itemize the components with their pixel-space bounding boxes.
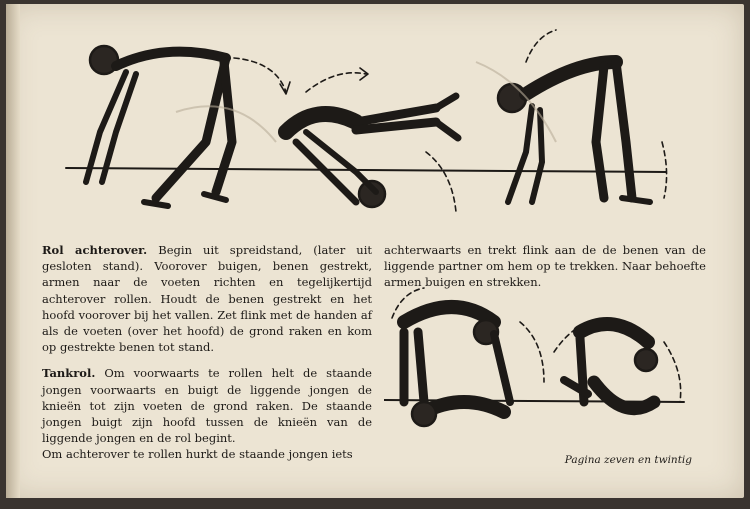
heading-rol-achterover: Rol achterover. [42, 243, 148, 257]
paragraph-tankrol [42, 365, 372, 446]
figure-standing-up [498, 62, 650, 202]
ground-line [66, 168, 666, 172]
page-gutter [6, 4, 20, 498]
body-rol-achterover: Begin uit spreidstand, (later uit gesloten stand). Voorover buigen, benen gestrekt, armen naar de voeten richten en tegelijkertijd achterover rollen. Houdt de benen gestrekt en het hoofd voorover bij het vallen. Zet flink met de handen af als de voeten (over het hoofd) de grond raken en kom op gestrekte benen tot stand. [42, 243, 373, 355]
paragraph-rol-achterover [42, 242, 372, 355]
figure-tank-roll-pair-2 [564, 324, 657, 409]
figure-tank-roll-pair-1 [404, 307, 510, 426]
paragraph-right-continued: achterwaarts en trekt flink aan de de benen van de liggende partner om hem op te trekken. Naar behoefte armen buigen en strekken. [384, 243, 706, 290]
motion-arrow [234, 58, 286, 92]
right-text-column [384, 242, 706, 291]
figure-rolling-back [286, 96, 458, 207]
paragraph-tankrol-continued: Om achterover te rollen hurkt de staande jongen iets [42, 447, 353, 462]
book-page [6, 4, 744, 498]
body-tankrol: Om voorwaarts te rollen helt de staande jongen voorwaarts en buigt de liggende jongen de knieën tot zijn voeten de grond raken. De staande jongen buigt zijn hoofd tussen de knieën van de liggende jongen en de rol begint. [42, 366, 372, 446]
page-number-label: Pagina zeven en twintig [564, 454, 692, 466]
backward-roll-illustration [56, 22, 686, 232]
heading-tankrol: Tankrol. [42, 366, 96, 381]
tank-roll-illustration [384, 282, 704, 450]
figure-bending-forward [86, 46, 232, 206]
left-text-column [42, 242, 372, 463]
